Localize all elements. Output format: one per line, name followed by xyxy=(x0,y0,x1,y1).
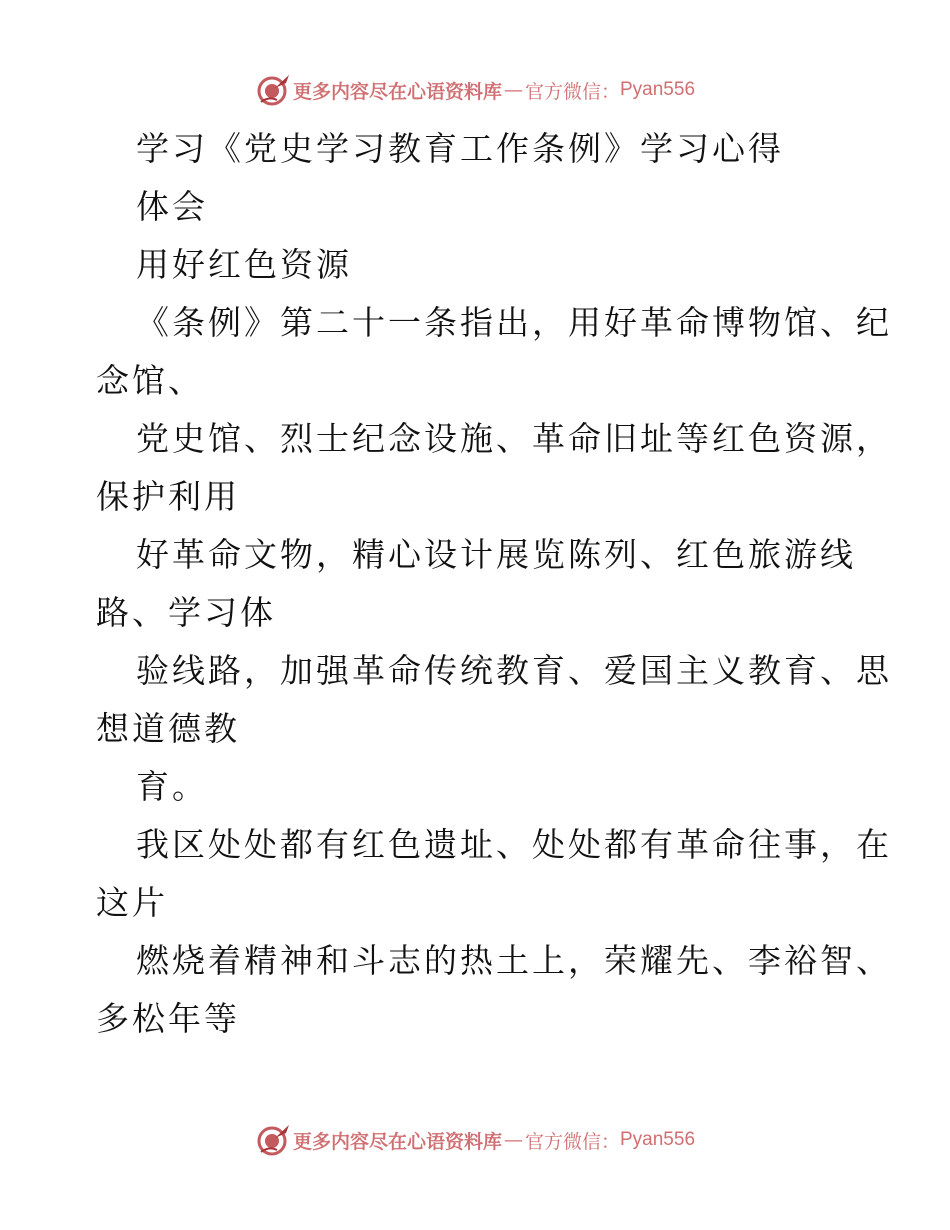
doc-line: 燃烧着精神和斗志的热土上，荣耀先、李裕智、 xyxy=(136,941,892,980)
doc-line: 验线路，加强革命传统教育、爱国主义教育、思 xyxy=(136,651,892,690)
banner-main-text: 更多内容尽在心语资料库 xyxy=(292,1130,502,1153)
doc-line: 这片 xyxy=(96,883,168,922)
banner-dash: — xyxy=(503,1129,523,1151)
banner-wechat-label: 官方微信： xyxy=(524,80,620,103)
doc-line: 好革命文物，精心设计展览陈列、红色旅游线 xyxy=(136,535,856,574)
doc-line: 我区处处都有红色遗址、处处都有革命往事，在 xyxy=(136,825,892,864)
doc-line: 《条例》第二十一条指出，用好革命博物馆、纪 xyxy=(136,303,892,342)
doc-line-heading: 用好红色资源 xyxy=(136,245,352,284)
doc-line-title: 学习《党史学习教育工作条例》学习心得 xyxy=(136,129,784,168)
banner-wechat-id: Pyan556 xyxy=(620,79,696,100)
footer-banner xyxy=(0,1120,950,1160)
doc-line: 想道德教 xyxy=(96,709,240,748)
banner-wechat-label: 官方微信： xyxy=(524,1130,620,1153)
doc-line: 保护利用 xyxy=(96,477,240,516)
header-banner xyxy=(0,70,950,110)
pen-logo-icon xyxy=(255,72,291,108)
doc-line-title-cont: 体会 xyxy=(136,187,208,226)
doc-line: 党史馆、烈士纪念设施、革命旧址等红色资源， xyxy=(136,419,892,458)
banner-main-text: 更多内容尽在心语资料库 xyxy=(292,80,502,103)
banner-wechat-id: Pyan556 xyxy=(620,1129,696,1150)
doc-line: 育。 xyxy=(136,767,208,806)
doc-line: 路、学习体 xyxy=(96,593,276,632)
banner-dash: — xyxy=(503,79,523,101)
doc-line: 念馆、 xyxy=(96,361,204,400)
pen-logo-icon xyxy=(255,1122,291,1158)
doc-line: 多松年等 xyxy=(96,999,240,1038)
